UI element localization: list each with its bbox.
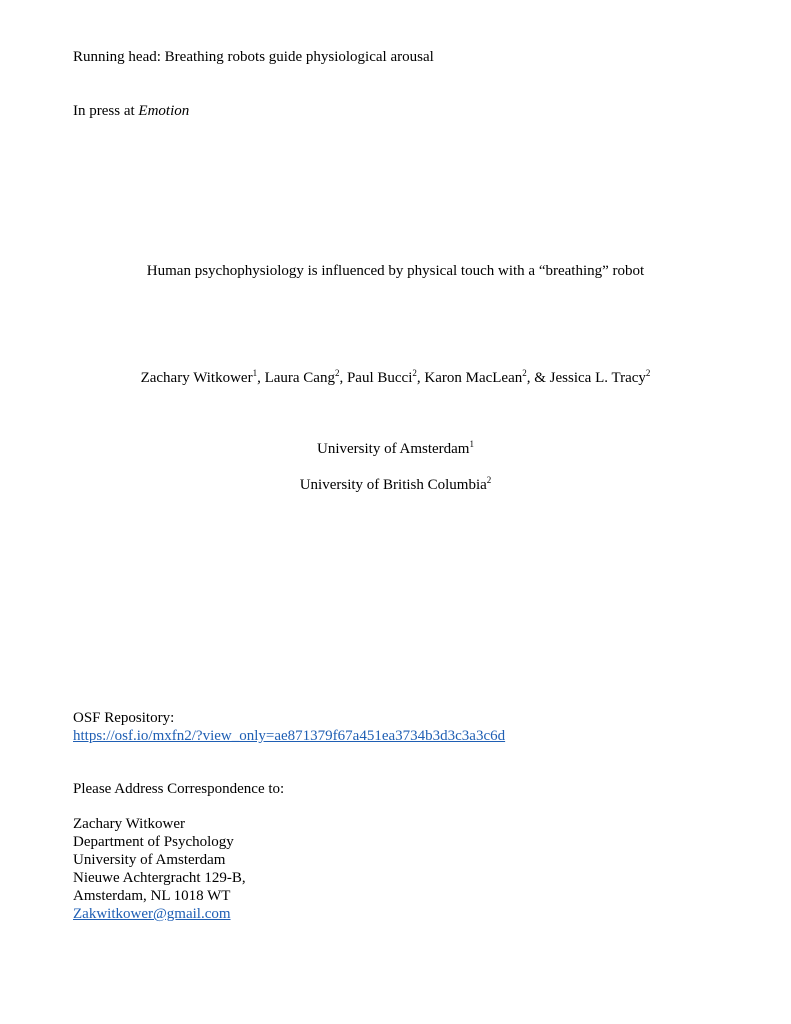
correspondence-university: University of Amsterdam xyxy=(73,852,226,868)
author-list xyxy=(0,369,791,387)
osf-link-line xyxy=(73,727,505,745)
osf-link[interactable]: https://osf.io/mxfn2/?view_only=ae871379f67a451ea3734b3d3c3a3c6d xyxy=(73,728,506,744)
journal-name: Emotion xyxy=(138,103,190,119)
affiliation: University of British Columbia$^2$ xyxy=(299,475,492,493)
correspondence-email-line xyxy=(73,905,231,923)
osf-label: OSF Repository: xyxy=(73,710,175,726)
running-head: Running head: Breathing robots guide physiological arousal xyxy=(73,49,434,65)
press-status xyxy=(73,102,189,120)
affiliation: University of Amsterdam$^1$ xyxy=(317,439,474,457)
correspondence-name: Zachary Witkower xyxy=(73,816,185,832)
author: Jessica L. Tracy$^2$ xyxy=(549,368,651,386)
correspondence-heading: Please Address Correspondence to: xyxy=(73,781,285,797)
correspondence-city: Amsterdam, NL 1018 WT xyxy=(73,888,231,904)
press-prefix: In press at xyxy=(73,103,139,119)
correspondence-department: Department of Psychology xyxy=(73,834,234,850)
author: Paul Bucci$^2$, xyxy=(346,368,425,386)
paper-title: Human psychophysiology is influenced by physical touch with a “breathing” robot xyxy=(146,263,645,279)
correspondence-street: Nieuwe Achtergracht 129-B, xyxy=(73,870,246,886)
email-link[interactable]: Zakwitkower@gmail.com xyxy=(73,906,231,922)
author: Laura Cang$^2$, xyxy=(264,368,347,386)
author: Zachary Witkower$^1$, xyxy=(140,368,265,386)
author: Karon MacLean$^2$, & xyxy=(424,368,550,386)
